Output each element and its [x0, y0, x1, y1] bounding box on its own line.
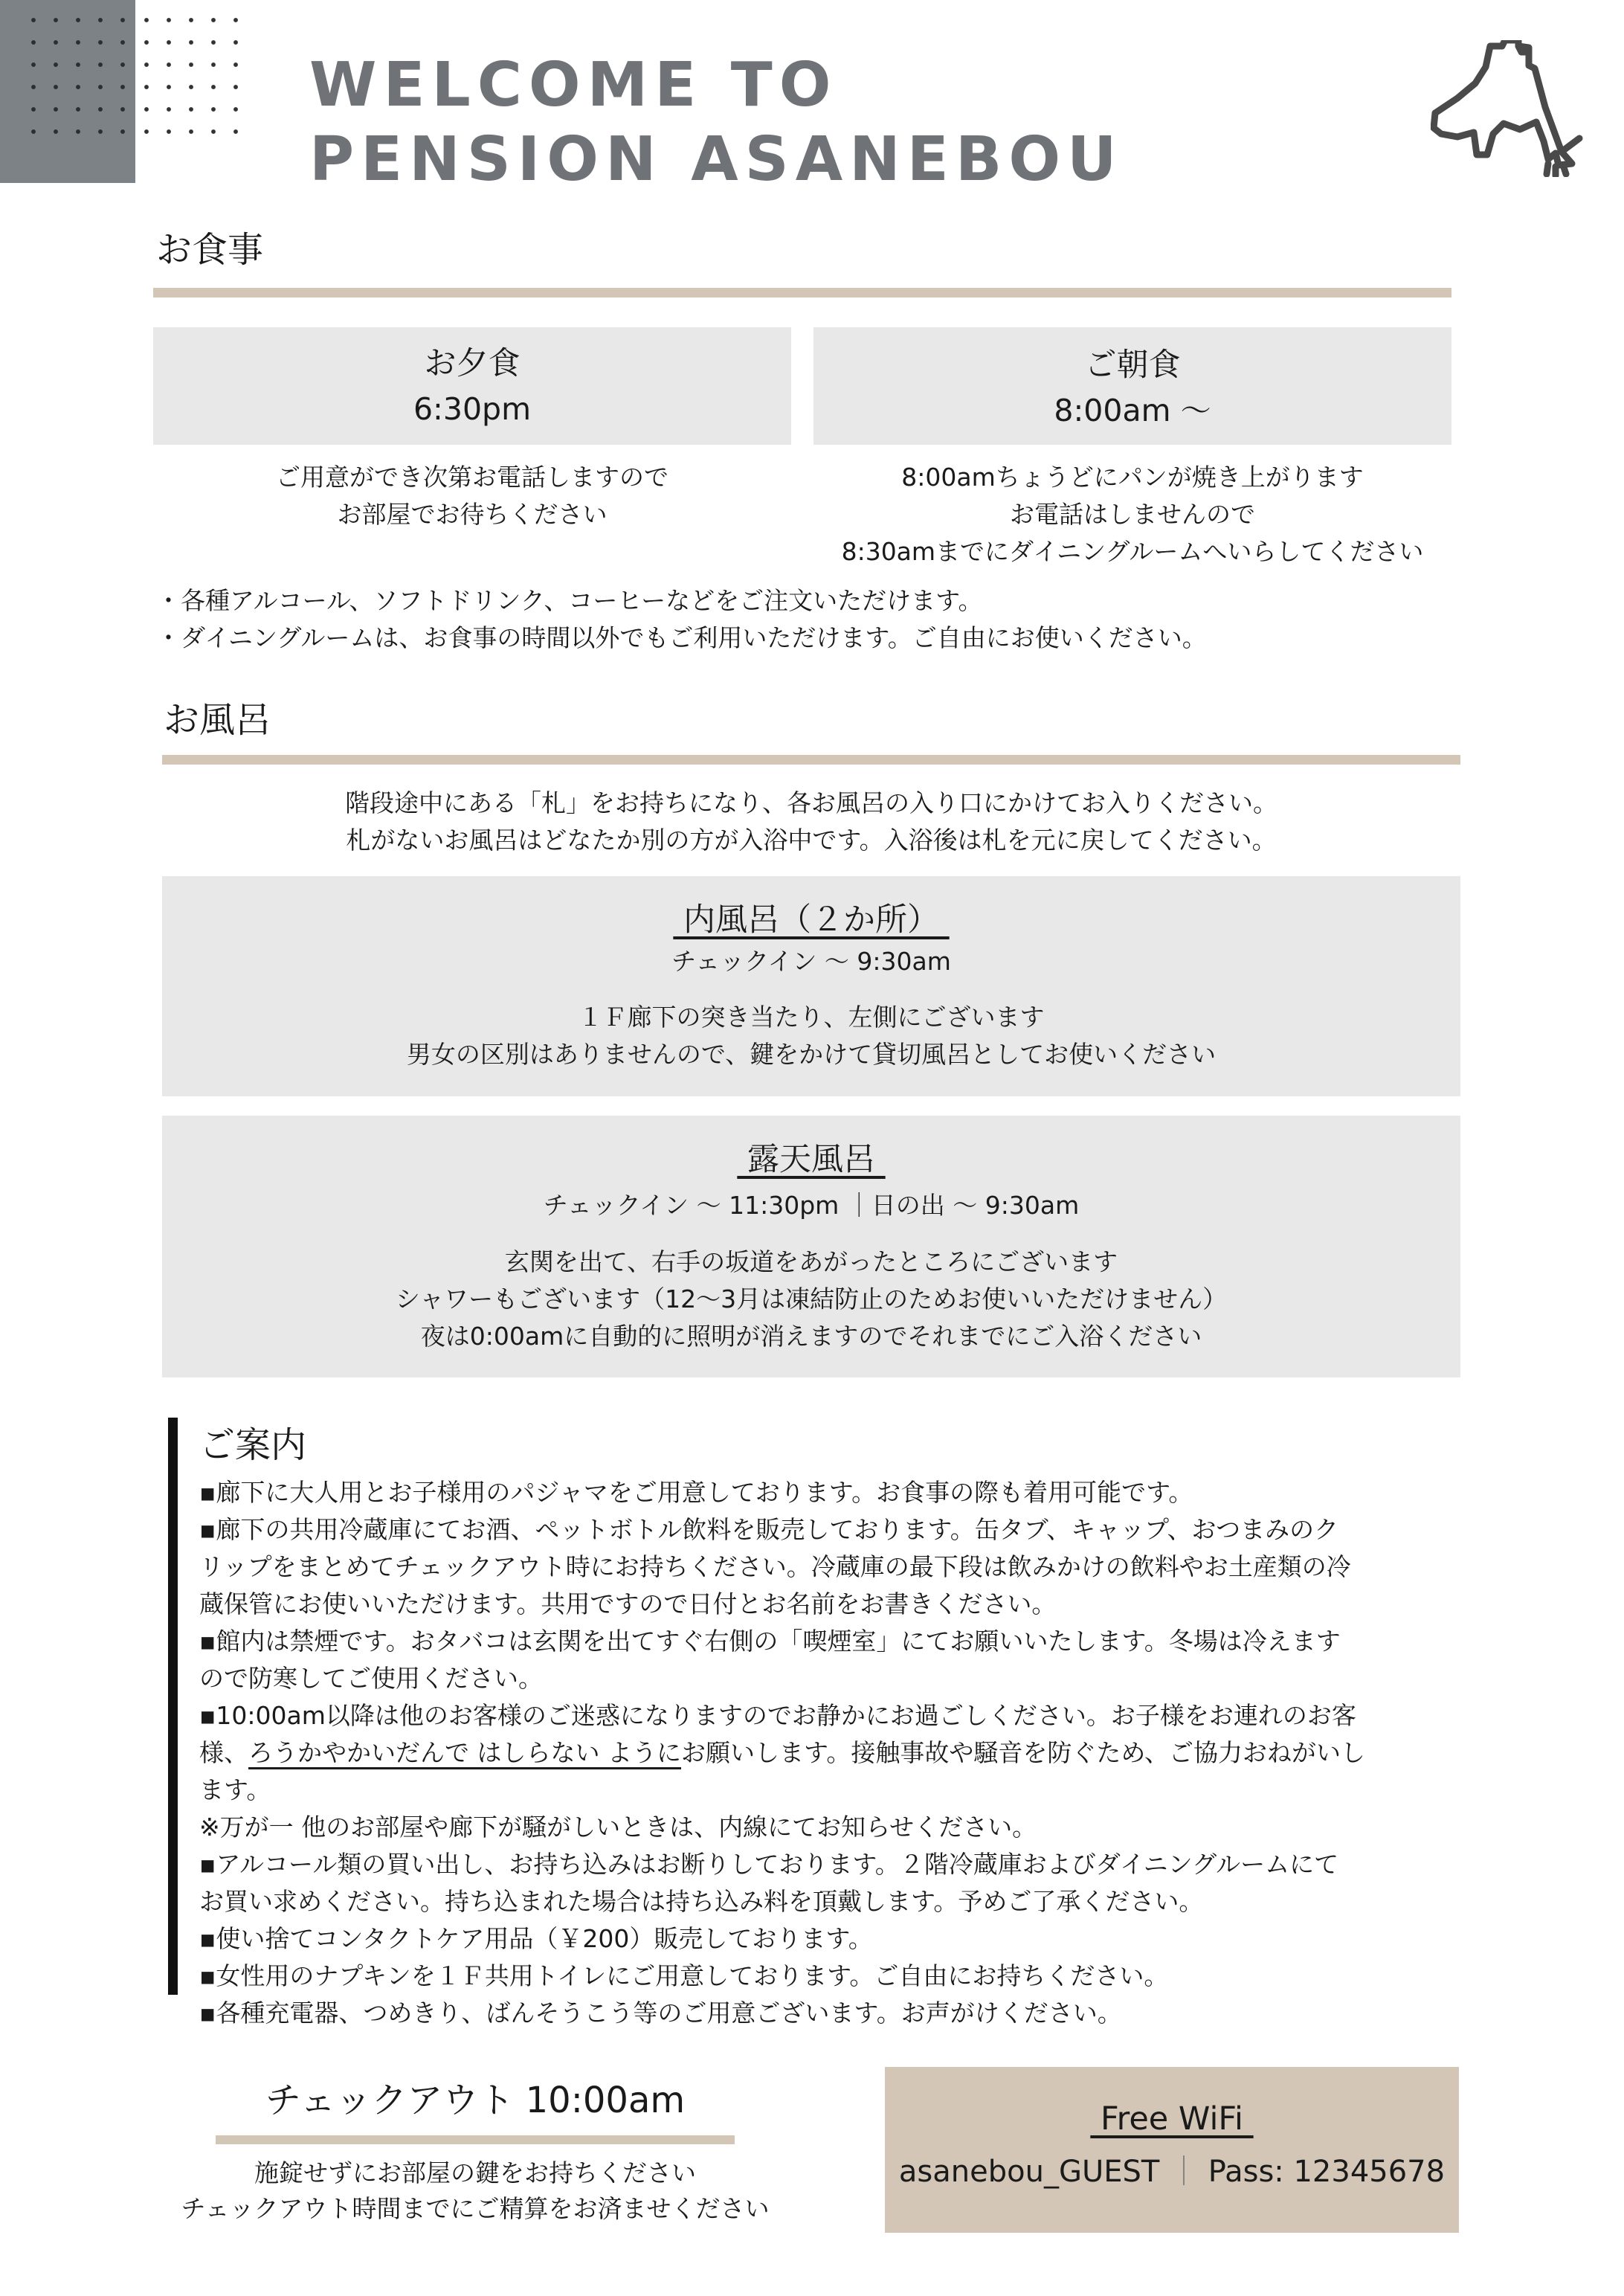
- bath-section-title: お風呂: [164, 699, 271, 741]
- wifi-password: Pass: 12345678: [1208, 2155, 1446, 2189]
- info-line-11: ▪アルコール類の買い出し、お持ち込みはお断りしております。２階冷蔵庫およびダイニングルームにて: [199, 1850, 1339, 1879]
- info-line-12: お買い求めください。持ち込まれた場合は持ち込み料を頂戴します。予めご了承ください。: [199, 1887, 1204, 1916]
- info-line-8-pre: 様、: [199, 1738, 248, 1767]
- info-line-8-post: お願いします。接触事故や騒音を防ぐため、ご協力おねがいし: [680, 1738, 1366, 1767]
- indoor-bath-title: 内風呂（２か所）: [673, 901, 950, 939]
- dot-pattern-dark: [22, 9, 134, 134]
- no-running-notice: ろうかやかいだんで はしらない ように: [248, 1738, 681, 1767]
- breakfast-note-3: 8:30amまでにダイニングルームへいらしてください: [841, 537, 1424, 566]
- dog-broom-icon: [1431, 40, 1584, 177]
- indoor-bath-note-1: １Ｆ廊下の突き当たり、左側にございます: [578, 1003, 1045, 1032]
- breakfast-time: 8:00am 〜: [1054, 393, 1211, 428]
- indoor-bath-note-2: 男女の区別はありませんので、鍵をかけて貸切風呂としてお使いください: [406, 1040, 1217, 1069]
- info-section-title: ご案内: [199, 1424, 307, 1466]
- info-line-15: ▪各種充電器、つめきり、ばんそうこう等のご用意ございます。お声がけください。: [199, 1998, 1122, 2028]
- meals-bullet-1: ・各種アルコール、ソフトドリンク、コーヒーなどをご注文いただけます。: [156, 586, 983, 615]
- info-line-10: ※万が一 他のお部屋や廊下が騒がしいときは、内線にてお知らせください。: [199, 1813, 1037, 1842]
- wifi-box: [885, 2067, 1459, 2233]
- wifi-separator: ｜: [1169, 2155, 1199, 2189]
- checkout-note-1: 施錠せずにお部屋の鍵をお持ちください: [254, 2158, 696, 2187]
- info-line-6: ので防寒してご使用ください。: [199, 1664, 543, 1693]
- dinner-time: 6:30pm: [413, 391, 532, 427]
- info-accent-bar: [168, 1418, 178, 1995]
- info-line-5: ▪館内は禁煙です。おタバコは玄関を出てすぐ右側の「喫煙室」にてお願いいたします。冬場は冷えます: [199, 1627, 1341, 1656]
- breakfast-note-1: 8:00amちょうどにパンが焼き上がります: [901, 463, 1364, 492]
- info-line-2: ▪廊下の共用冷蔵庫にてお酒、ペットボトル飲料を販売しております。缶タブ、キャップ、おつまみのク: [199, 1515, 1339, 1544]
- dot-pattern: [135, 9, 247, 134]
- dinner-title: お夕食: [424, 345, 521, 382]
- meals-divider: [153, 288, 1451, 298]
- dinner-note-2: お部屋でお待ちください: [337, 500, 608, 529]
- breakfast-title: ご朝食: [1084, 347, 1181, 384]
- info-line-14: ▪女性用のナプキンを１Ｆ共用トイレにご用意しております。ご自由にお持ちください。: [199, 1961, 1169, 1990]
- info-line-1: ▪廊下に大人用とお子様用のパジャマをご用意しております。お食事の際も着用可能です。: [199, 1478, 1193, 1507]
- wifi-ssid: asanebou_GUEST: [898, 2155, 1160, 2189]
- outdoor-bath-note-1: 玄関を出て、右手の坂道をあがったところにございます: [504, 1247, 1118, 1276]
- info-line-13: ▪使い捨てコンタクトケア用品（￥200）販売しております。: [199, 1924, 873, 1953]
- wifi-credentials: [885, 2157, 1459, 2187]
- checkout-title: チェックアウト 10:00am: [265, 2080, 686, 2121]
- info-line-7: ▪10:00am以降は他のお客様のご迷惑になりますのでお静かにお過ごしください。お子様をお連れのお客: [199, 1701, 1356, 1730]
- outdoor-bath-note-2: シャワーもございます（12〜3月は凍結防止のためお使いいただけません）: [395, 1284, 1228, 1313]
- info-line-3: リップをまとめてチェックアウト時にお持ちください。冷蔵庫の最下段は飲みかけの飲料やお土産類の冷: [199, 1552, 1351, 1581]
- dinner-note-1: ご用意ができ次第お電話しますので: [276, 463, 668, 492]
- bath-intro-2: 札がないお風呂はどなたか別の方が入浴中です。入浴後は札を元に戻してください。: [346, 826, 1277, 855]
- bath-divider: [162, 755, 1460, 765]
- checkout-divider: [216, 2135, 735, 2144]
- info-line-4: 蔵保管にお使いいただけます。共用ですので日付とお名前をお書きください。: [199, 1589, 1057, 1618]
- meals-section-title: お食事: [156, 229, 264, 271]
- outdoor-bath-title: 露天風呂: [737, 1141, 886, 1178]
- bath-intro-1: 階段途中にある「札」をお持ちになり、各お風呂の入り口にかけてお入りください。: [345, 788, 1277, 817]
- outdoor-bath-hours: チェックイン 〜 11:30pm ｜日の出 〜 9:30am: [543, 1191, 1080, 1220]
- title-line-1: WELCOME TO: [309, 50, 838, 120]
- title-line-2: PENSION ASANEBOU: [309, 124, 1124, 195]
- outdoor-bath-note-3: 夜は0:00amに自動的に照明が消えますのでそれまでにご入浴ください: [420, 1322, 1202, 1351]
- wifi-title: Free WiFi: [1090, 2100, 1254, 2138]
- checkout-note-2: チェックアウト時間までにご精算をお済ませください: [181, 2194, 770, 2223]
- info-line-8: [199, 1734, 1365, 1772]
- info-line-9: ます。: [199, 1775, 271, 1804]
- breakfast-note-2: お電話はしませんので: [1010, 500, 1255, 529]
- meals-bullet-2: ・ダイニングルームは、お食事の時間以外でもご利用いただけます。ご自由にお使いください。: [156, 623, 1207, 652]
- indoor-bath-hours: チェックイン 〜 9:30am: [671, 947, 951, 976]
